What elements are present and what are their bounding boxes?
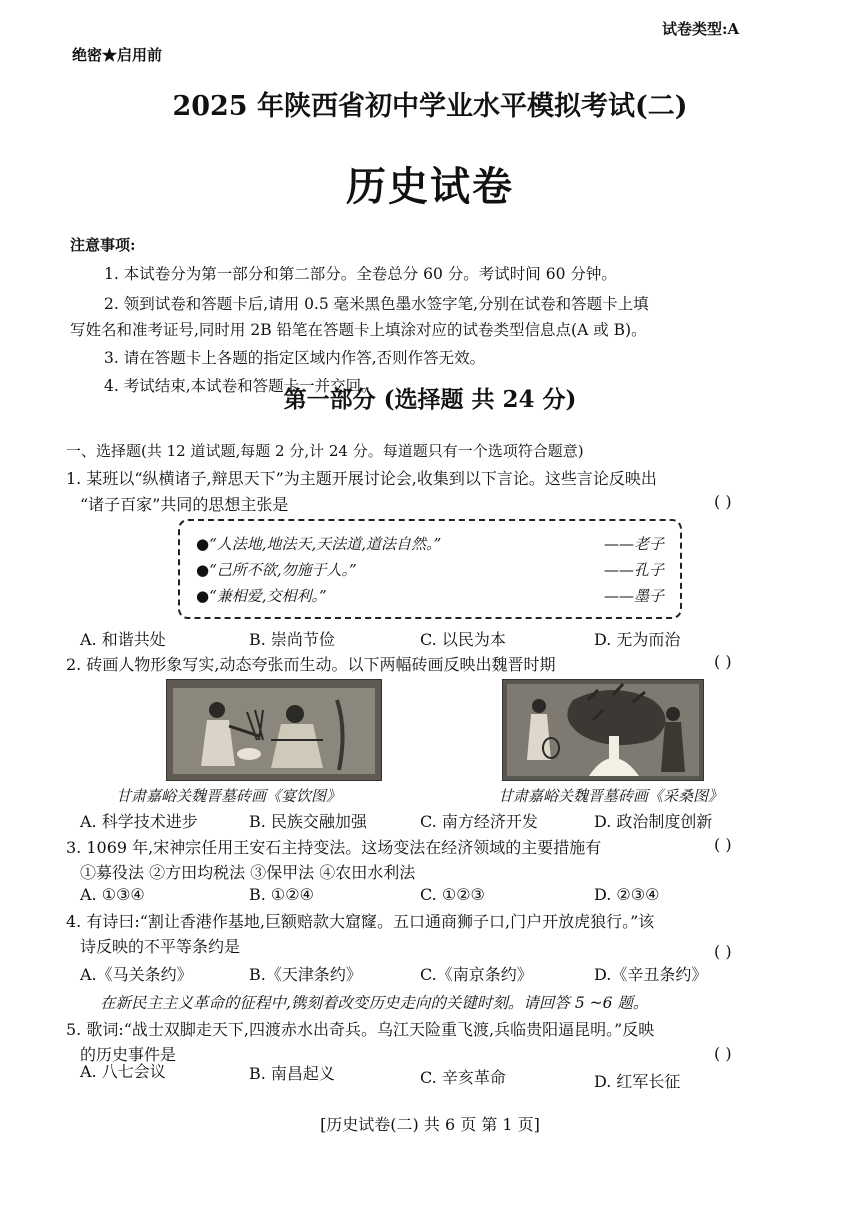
question-5-text: 5. 歌词:“战士双脚走天下,四渡赤水出奇兵。乌江天险重飞渡,兵临贵阳逼昆明。”反映: [66, 1020, 655, 1039]
group-intro: 在新民主主义革命的征程中,镌刻着改变历史走向的关键时刻。请回答 5 ~6 题。: [100, 994, 649, 1012]
page-footer: [历史试卷(二) 共 6 页 第 1 页]: [320, 1115, 540, 1134]
notice-item: 4. 考试结束,本试卷和答题卡一并交回。: [104, 377, 377, 395]
question-2-text: 2. 砖画人物形象写实,动态夸张而生动。以下两幅砖画反映出魏晋时期: [66, 655, 556, 674]
option-d[interactable]: D. ②③④: [594, 885, 660, 904]
option-b[interactable]: B. 崇尚节俭: [249, 630, 335, 649]
option-c[interactable]: C. ①②③: [420, 885, 485, 904]
option-d[interactable]: D.《辛丑条约》: [594, 965, 708, 984]
quote-text: ●“人法地,地法天,天法道,道法自然。”: [196, 535, 442, 553]
option-c[interactable]: C. 南方经济开发: [420, 812, 538, 831]
option-d[interactable]: D. 红军长征: [594, 1072, 681, 1091]
option-a[interactable]: A. 科学技术进步: [80, 812, 198, 831]
confidential-label: 绝密★启用前: [72, 46, 163, 64]
image-caption: 甘肃嘉峪关魏晋墓砖画《宴饮图》: [116, 787, 342, 805]
quote-source: ——孔子: [603, 561, 664, 579]
option-b[interactable]: B. 南昌起义: [249, 1064, 335, 1083]
notice-item: 1. 本试卷分为第一部分和第二部分。全卷总分 60 分。考试时间 60 分钟。: [104, 265, 617, 283]
answer-bracket: ( ): [714, 492, 732, 511]
question-3-text: 3. 1069 年,宋神宗任用王安石主持变法。这场变法在经济领域的主要措施有: [66, 838, 602, 857]
option-a[interactable]: A.《马关条约》: [80, 965, 193, 984]
banquet-brick-painting-image: [166, 679, 382, 781]
answer-bracket: ( ): [714, 652, 732, 671]
section-intro: 一、选择题(共 12 道试题,每题 2 分,计 24 分。每道题只有一个选项符合题意): [66, 442, 584, 460]
option-d[interactable]: D. 无为而治: [594, 630, 681, 649]
subject-title: 历史试卷: [346, 163, 514, 210]
part-one-title: 第一部分 (选择题 共 24 分): [283, 386, 577, 413]
quote-source: ——墨子: [603, 587, 664, 605]
quote-box: [178, 519, 682, 619]
quote-text: ●“己所不欲,勿施于人。”: [196, 561, 357, 579]
option-d[interactable]: D. 政治制度创新: [594, 812, 713, 831]
question-1-text-cont: “诸子百家”共同的思想主张是: [80, 495, 289, 514]
question-1-text: 1. 某班以“纵横诸子,辩思天下”为主题开展讨论会,收集到以下言论。这些言论反映出: [66, 469, 657, 488]
option-b[interactable]: B. 民族交融加强: [249, 812, 367, 831]
image-caption: 甘肃嘉峪关魏晋墓砖画《采桑图》: [498, 787, 724, 805]
answer-bracket: ( ): [714, 835, 732, 854]
option-a[interactable]: A. 八七会议: [80, 1062, 166, 1081]
notice-item: 写姓名和准考证号,同时用 2B 铅笔在答题卡上填涂对应的试卷类型信息点(A 或 B)。: [70, 321, 647, 339]
notice-item: 2. 领到试卷和答题卡后,请用 0.5 毫米黑色墨水签字笔,分别在试卷和答题卡上填: [104, 295, 649, 313]
answer-bracket: ( ): [714, 1044, 732, 1063]
question-5-text-cont: 的历史事件是: [80, 1045, 177, 1064]
option-b[interactable]: B.《天津条约》: [249, 965, 362, 984]
paper-type-label: 试卷类型:A: [662, 20, 740, 38]
option-c[interactable]: C. 以民为本: [420, 630, 506, 649]
question-4-text: 4. 有诗曰:“割让香港作基地,巨额赔款大窟窿。五口通商狮子口,门户开放虎狼行。”该: [66, 912, 655, 931]
option-a[interactable]: A. ①③④: [80, 885, 145, 904]
notice-heading: 注意事项:: [70, 236, 136, 254]
question-3-measures: ①募役法 ②方田均税法 ③保甲法 ④农田水利法: [80, 863, 416, 882]
question-4-text-cont: 诗反映的不平等条约是: [80, 937, 241, 956]
option-c[interactable]: C.《南京条约》: [420, 965, 533, 984]
option-b[interactable]: B. ①②④: [249, 885, 314, 904]
quote-text: ●“兼相爱,交相利。”: [196, 587, 327, 605]
option-a[interactable]: A. 和谐共处: [80, 630, 166, 649]
answer-bracket: ( ): [714, 942, 732, 961]
option-c[interactable]: C. 辛亥革命: [420, 1068, 506, 1087]
quote-source: ——老子: [603, 535, 664, 553]
notice-item: 3. 请在答题卡上各题的指定区域内作答,否则作答无效。: [104, 349, 486, 367]
exam-title: 2025 年陕西省初中学业水平模拟考试(二): [172, 91, 688, 122]
mulberry-picking-brick-painting-image: [502, 679, 704, 781]
